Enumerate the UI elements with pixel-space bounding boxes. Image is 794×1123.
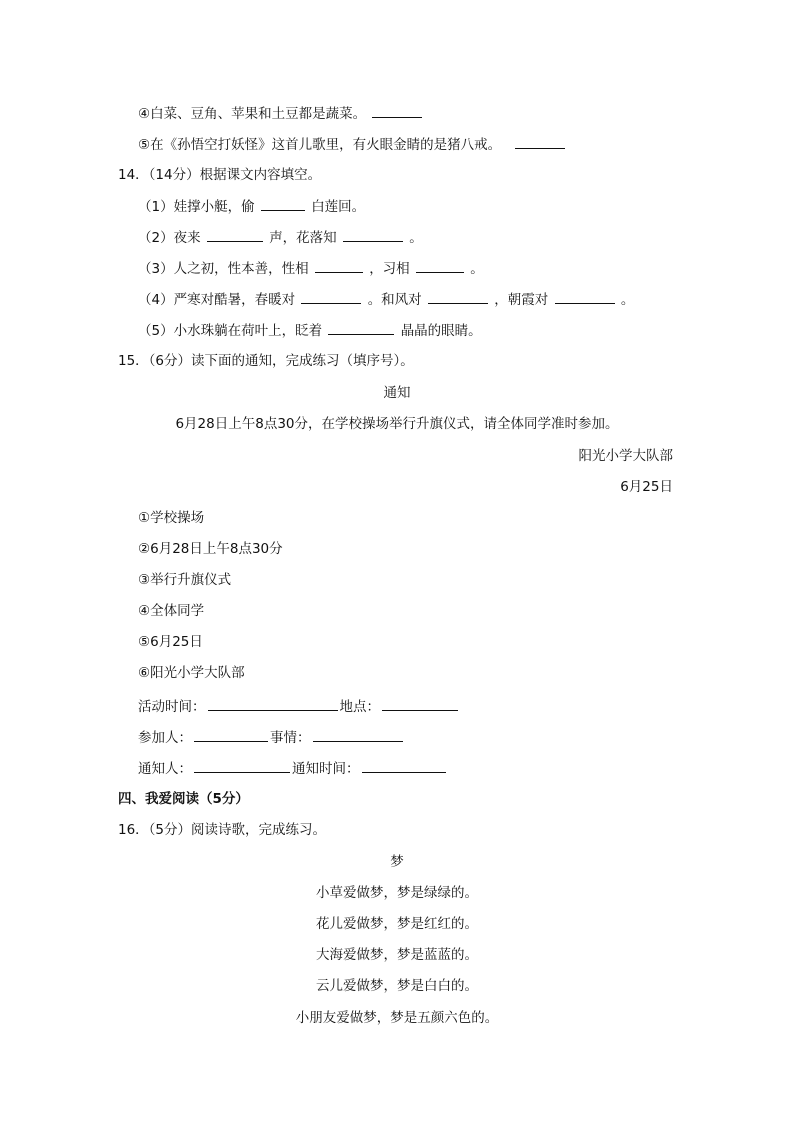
q14-s1-text-b: 白莲回。 — [311, 199, 366, 215]
field-label-notify-time: 通知时间： — [292, 761, 360, 777]
q15-option-2: ②6月28日上午8点30分 — [138, 541, 283, 557]
q14-s2-text-b: 声，花落知 — [269, 230, 337, 246]
q14-s2-blank-1[interactable] — [207, 227, 263, 242]
poem-line-4: 云儿爱做梦，梦是白白的。 — [316, 978, 478, 994]
field-label-place: 地点： — [339, 699, 380, 715]
q14-s5-text-b: 晶晶的眼睛。 — [400, 323, 482, 339]
notice-date: 6月25日 — [620, 479, 673, 495]
q14-s1-text-a: （1）娃撑小艇，偷 — [138, 199, 255, 215]
field-blank-matter[interactable] — [313, 727, 403, 742]
q14-s2-blank-2[interactable] — [343, 227, 403, 242]
q14-sentence-4 — [138, 289, 634, 310]
q14-s5-blank[interactable] — [328, 320, 394, 335]
q14-s4-text-c: ，朝霞对 — [494, 292, 549, 308]
q14-s5-text-a: （5）小水珠躺在荷叶上，眨着 — [138, 323, 323, 339]
q13-item-4 — [138, 103, 424, 124]
section-4-heading: 四、我爱阅读（5分） — [118, 791, 249, 807]
q14-s2-text-a: （2）夜来 — [138, 230, 201, 246]
poem-line-5: 小朋友爱做梦，梦是五颜六色的。 — [295, 1010, 499, 1026]
poem-line-2: 花儿爱做梦，梦是红红的。 — [316, 916, 478, 932]
q14-s2-text-c: 。 — [409, 230, 423, 246]
q14-s3-text-a: （3）人之初，性本善，性相 — [138, 261, 309, 277]
q14-s4-blank-2[interactable] — [428, 289, 488, 304]
q14-s4-blank-3[interactable] — [555, 289, 615, 304]
q14-sentence-3 — [138, 258, 484, 279]
q15-row-participants-matter — [138, 727, 405, 748]
q14-sentence-1 — [138, 196, 365, 217]
notice-sender: 阳光小学大队部 — [578, 448, 673, 464]
notice-title: 通知 — [383, 385, 411, 401]
q13-item-5-answer-blank[interactable] — [515, 134, 565, 149]
q14-s4-text-b: 。和风对 — [367, 292, 422, 308]
q13-item-5-text: ⑤在《孙悟空打妖怪》这首儿歌里，有火眼金睛的是猪八戒。 — [138, 137, 502, 153]
field-label-time: 活动时间： — [138, 699, 206, 715]
q15-row-notifier-time — [138, 758, 448, 779]
poem-line-1: 小草爱做梦，梦是绿绿的。 — [316, 885, 478, 901]
poem-title: 梦 — [390, 854, 404, 870]
field-blank-place[interactable] — [382, 696, 458, 711]
q15-option-6: ⑥阳光小学大队部 — [138, 665, 245, 681]
field-label-participants: 参加人： — [138, 730, 192, 746]
q14-s3-blank-1[interactable] — [315, 258, 363, 273]
q14-stem: 14．（14分）根据课文内容填空。 — [118, 167, 322, 183]
notice-body: 6月28日上午8点30分，在学校操场举行升旗仪式，请全体同学准时参加。 — [175, 416, 619, 432]
q14-s3-text-c: 。 — [470, 261, 484, 277]
q14-s4-blank-1[interactable] — [301, 289, 361, 304]
field-label-matter: 事情： — [270, 730, 311, 746]
q13-item-4-text: ④白菜、豆角、苹果和土豆都是蔬菜。 — [138, 106, 367, 122]
q14-s4-text-a: （4）严寒对酷暑，春暖对 — [138, 292, 296, 308]
q14-sentence-5 — [138, 320, 482, 341]
q14-s3-text-b: ，习相 — [369, 261, 410, 277]
q15-option-1: ①学校操场 — [138, 510, 205, 526]
q15-option-3: ③举行升旗仪式 — [138, 572, 232, 588]
q16-stem: 16．（5分）阅读诗歌，完成练习。 — [118, 822, 327, 838]
q15-option-4: ④全体同学 — [138, 603, 205, 619]
q15-row-time-place — [138, 696, 460, 717]
q14-s3-blank-2[interactable] — [416, 258, 464, 273]
poem-line-3: 大海爱做梦，梦是蓝蓝的。 — [316, 947, 478, 963]
q15-stem: 15．（6分）读下面的通知，完成练习（填序号）。 — [118, 353, 414, 369]
field-blank-time[interactable] — [208, 696, 338, 711]
q15-option-5: ⑤6月25日 — [138, 634, 203, 650]
q13-item-4-answer-blank[interactable] — [372, 103, 422, 118]
q14-sentence-2 — [138, 227, 423, 248]
q14-s1-blank[interactable] — [261, 196, 305, 211]
field-blank-notify-time[interactable] — [362, 758, 446, 773]
field-blank-participants[interactable] — [194, 727, 268, 742]
q13-item-5 — [138, 134, 567, 155]
field-blank-notifier[interactable] — [194, 758, 290, 773]
q14-s4-text-d: 。 — [620, 292, 635, 308]
field-label-notifier: 通知人： — [138, 761, 192, 777]
